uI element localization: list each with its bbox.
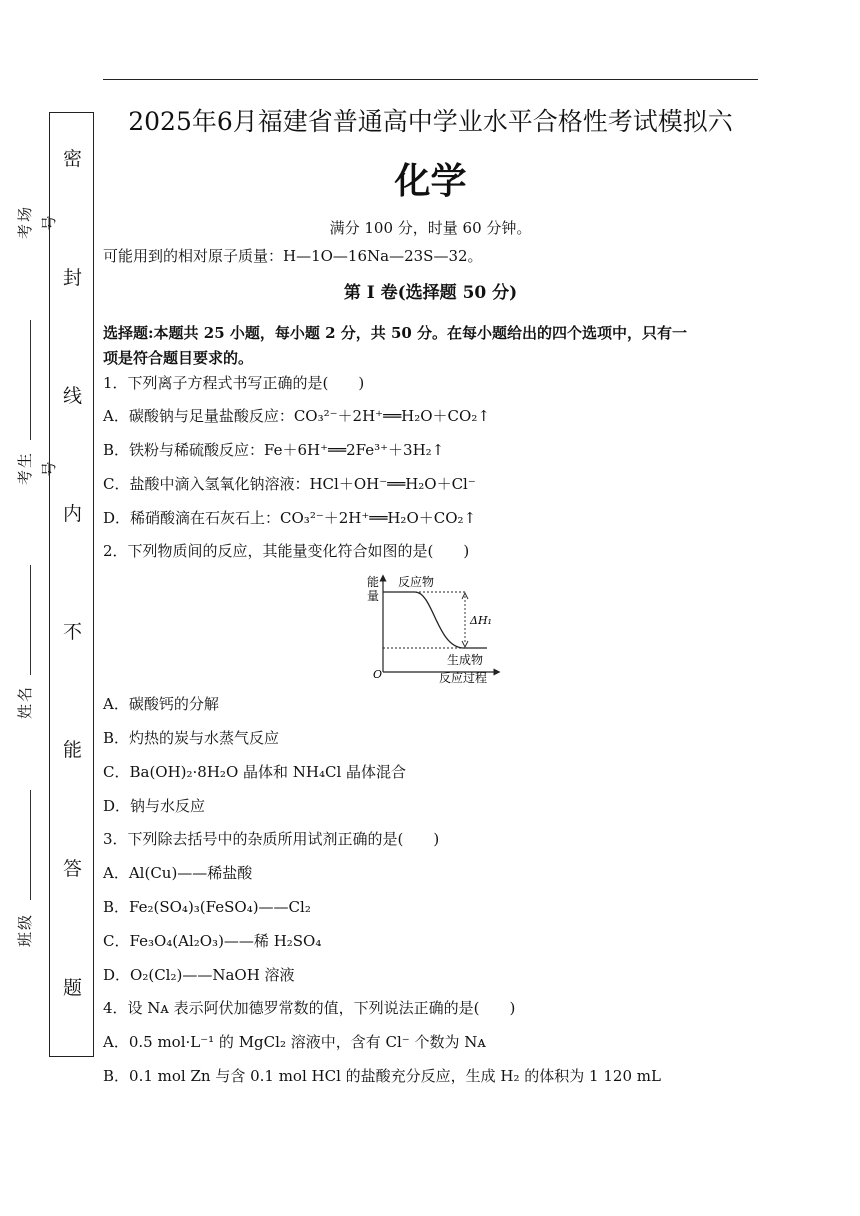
seal-char: 封 xyxy=(62,267,82,289)
name-label: 姓名 xyxy=(16,685,34,720)
y-label: 量 xyxy=(367,589,380,603)
y-label: 能 xyxy=(367,575,380,589)
reactant-label: 反应物 xyxy=(398,575,435,589)
option-b[interactable]: B．铁粉与稀硫酸反应：Fe＋6H⁺══2Fe³⁺＋3H₂↑ xyxy=(103,441,445,459)
energy-diagram xyxy=(355,572,505,684)
exam-room-label: 考场号 xyxy=(16,205,58,240)
seal-box xyxy=(49,112,94,1057)
top-rule xyxy=(103,79,758,80)
option-a[interactable]: A．碳酸钙的分解 xyxy=(103,695,219,713)
subject-title: 化学 xyxy=(394,160,467,202)
question-stem: 2．下列物质间的反应，其能量变化符合如图的是( ) xyxy=(103,542,470,560)
option-c[interactable]: C．Fe₃O₄(Al₂O₃)——稀 H₂SO₄ xyxy=(103,932,322,950)
seal-char: 题 xyxy=(62,977,82,999)
class-label: 班级 xyxy=(16,913,34,948)
exam-room-blank[interactable] xyxy=(30,320,31,440)
question-stem: 1．下列离子方程式书写正确的是( ) xyxy=(103,374,365,392)
option-a[interactable]: A．0.5 mol·L⁻¹ 的 MgCl₂ 溶液中，含有 Cl⁻ 个数为 Nᴀ xyxy=(103,1033,486,1051)
exam-no-label: 考生号 xyxy=(16,451,58,486)
atomic-mass: 可能用到的相对原子质量：H—1O—16Na—23S—32。 xyxy=(103,247,483,265)
question-stem: 3．下列除去括号中的杂质所用试剂正确的是( ) xyxy=(103,830,440,848)
product-label: 生成物 xyxy=(447,653,484,667)
option-d[interactable]: D．钠与水反应 xyxy=(103,797,206,815)
score-info: 满分 100 分，时量 60 分钟。 xyxy=(329,219,532,237)
name-blank[interactable] xyxy=(30,790,31,900)
option-a[interactable]: A．Al(Cu)——稀盐酸 xyxy=(103,864,253,882)
option-a[interactable]: A．碳酸钠与足量盐酸反应：CO₃²⁻＋2H⁺══H₂O＋CO₂↑ xyxy=(103,407,490,425)
seal-char: 内 xyxy=(62,503,82,525)
option-c[interactable]: C．盐酸中滴入氢氧化钠溶液：HCl＋OH⁻══H₂O＋Cl⁻ xyxy=(103,475,476,493)
exam-title: 2025年6月福建省普通高中学业水平合格性考试模拟六 xyxy=(128,107,733,136)
section-title: 第 I 卷(选择题 50 分) xyxy=(343,283,518,303)
option-b[interactable]: B．灼热的炭与水蒸气反应 xyxy=(103,729,280,747)
option-d[interactable]: D．O₂(Cl₂)——NaOH 溶液 xyxy=(103,966,295,984)
section-instruction: 选择题:本题共 25 小题，每小题 2 分，共 50 分。在每小题给出的四个选项中，只有一 xyxy=(103,324,688,342)
exam-no-blank[interactable] xyxy=(30,565,31,675)
seal-char: 能 xyxy=(62,739,82,761)
option-d[interactable]: D．稀硝酸滴在石灰石上：CO₃²⁻＋2H⁺══H₂O＋CO₂↑ xyxy=(103,509,477,527)
origin-label: O xyxy=(373,668,383,681)
seal-char: 答 xyxy=(62,858,82,880)
option-b[interactable]: B．0.1 mol Zn 与含 0.1 mol HCl 的盐酸充分反应，生成 H₂ 的体积为 1 120 mL xyxy=(103,1067,661,1085)
x-axis-label: 反应过程 xyxy=(439,671,488,684)
option-b[interactable]: B．Fe₂(SO₄)₃(FeSO₄)——Cl₂ xyxy=(103,898,311,916)
delta-label: ΔH₁ xyxy=(470,614,492,627)
seal-char: 密 xyxy=(62,148,82,170)
section-instruction: 项是符合题目要求的。 xyxy=(103,349,254,367)
question-stem: 4．设 Nᴀ 表示阿伏加德罗常数的值，下列说法正确的是( ) xyxy=(103,999,516,1017)
seal-char: 不 xyxy=(62,621,82,643)
option-c[interactable]: C．Ba(OH)₂·8H₂O 晶体和 NH₄Cl 晶体混合 xyxy=(103,763,407,781)
seal-char: 线 xyxy=(62,385,82,407)
